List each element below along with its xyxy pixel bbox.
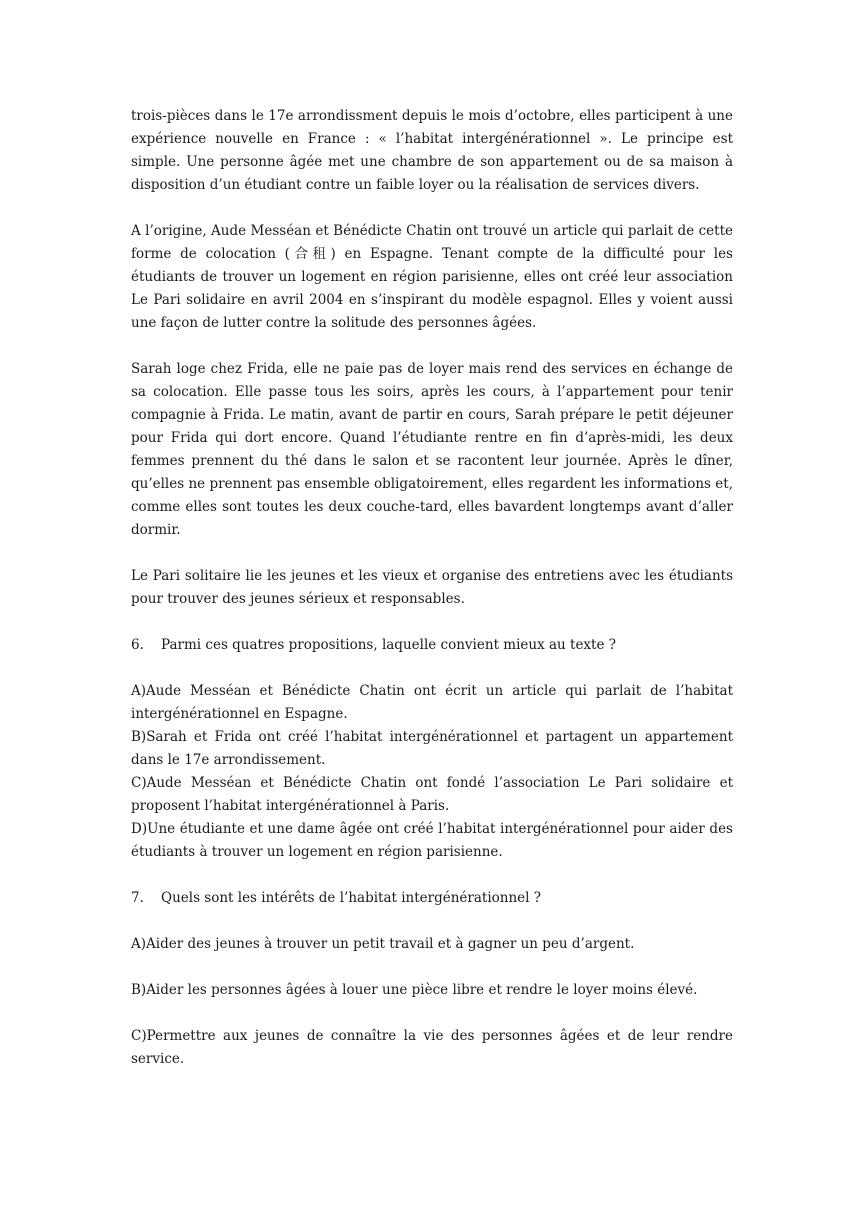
question-6-option-b: B)Sarah et Frida ont créé l’habitat intergénérationnel et partagent un appartement dans le 17e arrondissement. bbox=[131, 729, 733, 768]
question-6-option-c: C)Aude Messéan et Bénédicte Chatin ont fondé l’association Le Pari solidaire et proposent l’habitat intergénérationnel à Paris. bbox=[131, 775, 733, 814]
document-page bbox=[131, 105, 733, 1094]
question-7-text: Quels sont les intérêts de l’habitat intergénérationnel ? bbox=[161, 890, 542, 906]
question-7-option-b: B)Aider les personnes âgées à louer une pièce libre et rendre le loyer moins élevé. bbox=[131, 982, 698, 998]
question-6-option-d: D)Une étudiante et une dame âgée ont créé l’habitat intergénérationnel pour aider des étudiants à trouver un logement en région parisienne. bbox=[131, 821, 733, 860]
question-6-number: 6. bbox=[131, 637, 144, 653]
paragraph-sarah-frida: Sarah loge chez Frida, elle ne paie pas de loyer mais rend des services en échange de sa colocation. Elle passe tous les soirs, après les cours, à l’appartement pour tenir compagnie à Frida. Le matin, avant de partir en cours, Sarah prépare le petit déjeuner pour Frida qui dort encore. Quand l’étudiante rentre en fin d’après-midi, les deux femmes prennent du thé dans le salon et se racontent leur journée. Après le dîner, qu’elles ne prennent pas ensemble obligatoirement, elles regardent les informations et, comme elles sont toutes les deux couche-tard, elles bavardent longtemps avant d’aller dormir. bbox=[131, 361, 733, 538]
question-7-option-a: A)Aider des jeunes à trouver un petit travail et à gagner un peu d’argent. bbox=[131, 936, 635, 952]
question-6 bbox=[131, 634, 733, 657]
paragraph-origin: A l’origine, Aude Messéan et Bénédicte Chatin ont trouvé un article qui parlait de cette forme de colocation (合租) en Espagne. Tenant compte de la difficulté pour les étudiants de trouver un logement en région parisienne, elles ont créé leur association Le Pari solidaire en avril 2004 en s’inspirant du modèle espagnol. Elles y voient aussi une façon de lutter contre la solitude des personnes âgées. bbox=[131, 223, 733, 331]
question-6-text: Parmi ces quatres propositions, laquelle convient mieux au texte ? bbox=[161, 637, 616, 653]
question-6-options bbox=[131, 680, 733, 864]
question-6-option-a: A)Aude Messéan et Bénédicte Chatin ont écrit un article qui parlait de l’habitat intergénérationnel en Espagne. bbox=[131, 683, 733, 722]
question-7-number: 7. bbox=[131, 890, 144, 906]
paragraph-habitat-intro: trois-pièces dans le 17e arrondissment depuis le mois d’octobre, elles participent à une expérience nouvelle en France : « l’habitat intergénérationnel ». Le principe est simple. Une personne âgée met une chambre de son appartement ou de sa maison à disposition d’un étudiant contre un faible loyer ou la réalisation de services divers. bbox=[131, 108, 733, 193]
question-7-option-c: C)Permettre aux jeunes de connaître la vie des personnes âgées et de leur rendre service. bbox=[131, 1028, 733, 1067]
paragraph-pari-solitaire: Le Pari solitaire lie les jeunes et les vieux et organise des entretiens avec les étudiants pour trouver des jeunes sérieux et responsables. bbox=[131, 568, 733, 607]
question-7 bbox=[131, 887, 733, 910]
